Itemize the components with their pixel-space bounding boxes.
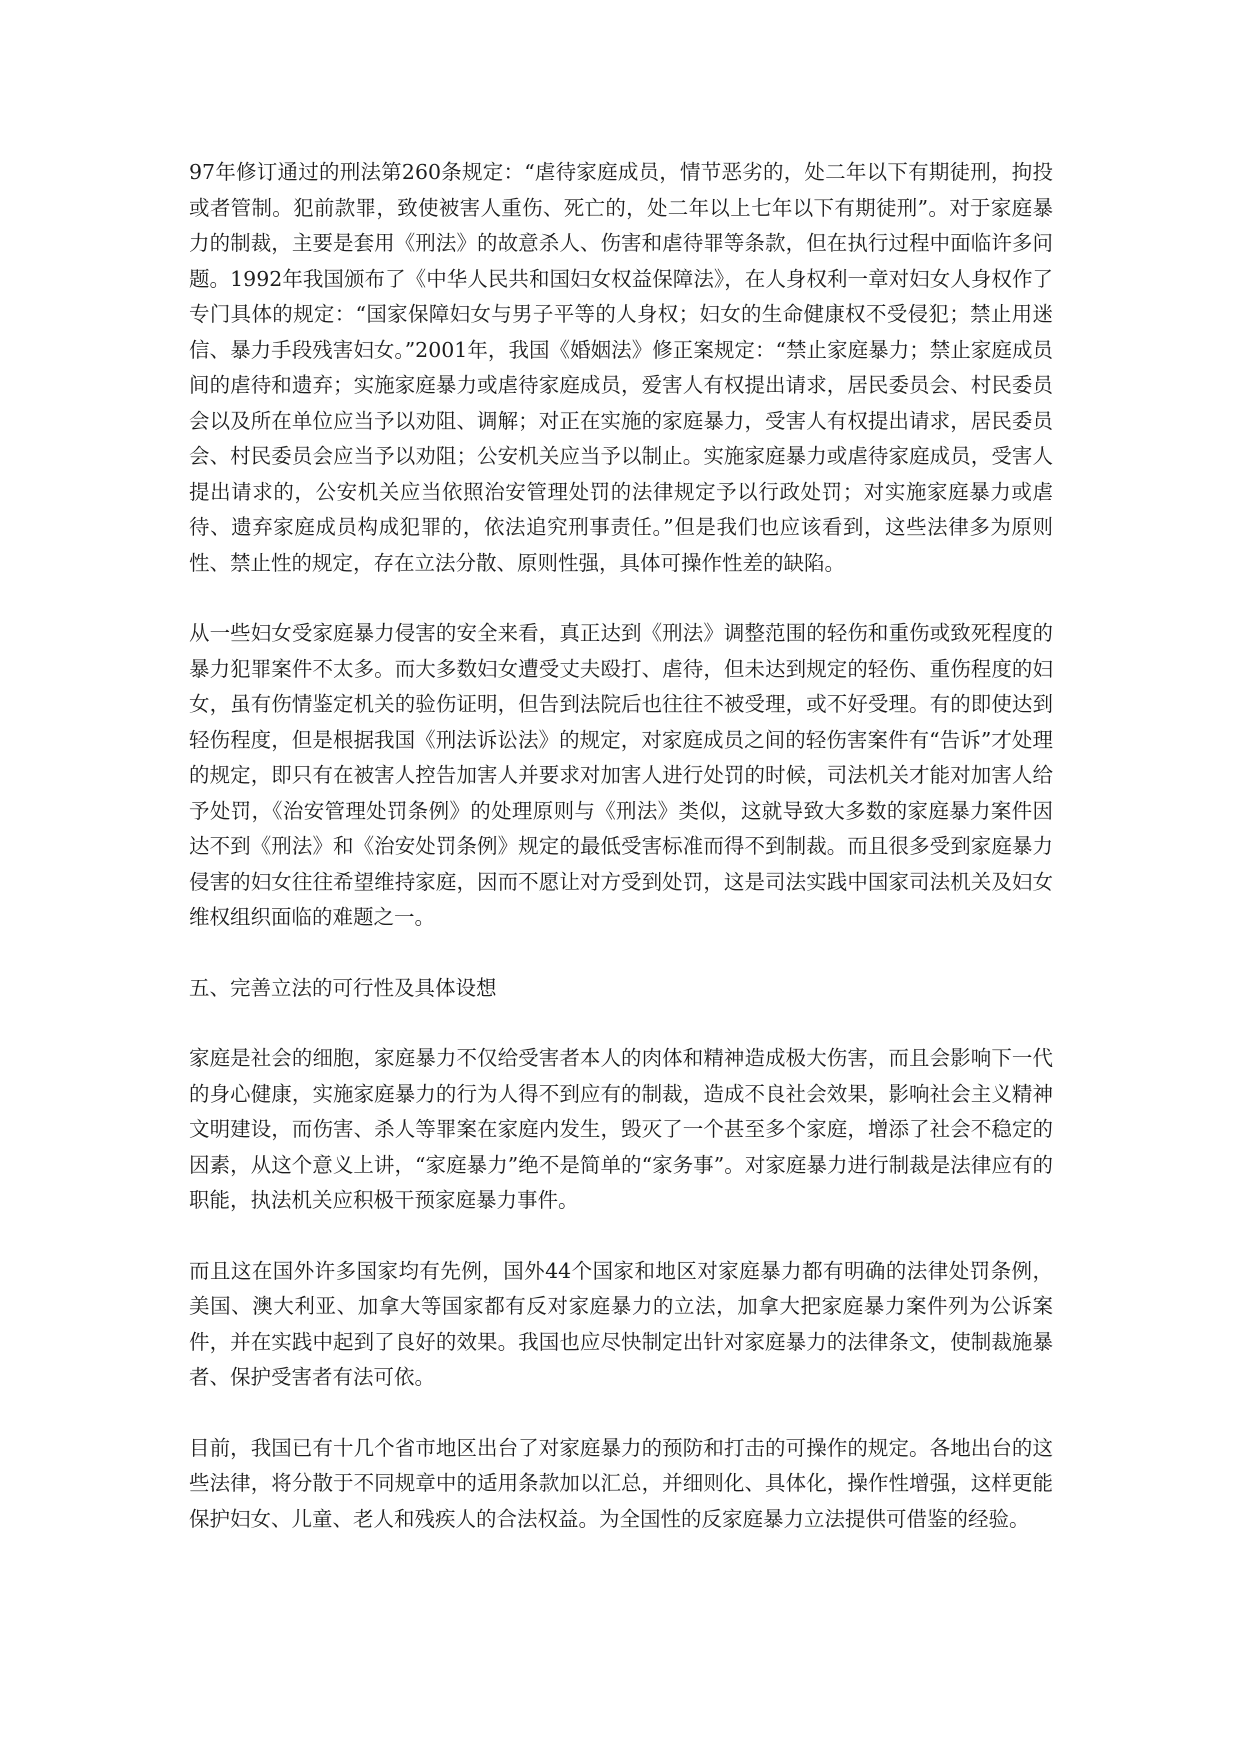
paragraph-criminal-law: 97年修订通过的刑法第260条规定：“虐待家庭成员，情节恶劣的，处二年以下有期徒刑，拘投或者管制。犯前款罪，致使被害人重伤、死亡的，处二年以上七年以下有期徒刑”。对于家庭暴力的制裁，主要是套用《刑法》的故意杀人、伤害和虐待罪等条款，但在执行过程中面临许多问题。1992年我国颁布了《中华人民共和国妇女权益保障法》，在人身权利一章对妇女人身权作了专门具体的规定：“国家保障妇女与男子平等的人身权；妇女的生命健康权不受侵犯；禁止用迷信、暴力手段残害妇女。”2001年，我国《婚姻法》修正案规定：“禁止家庭暴力；禁止家庭成员间的虐待和遗弃；实施家庭暴力或虐待家庭成员，爱害人有权提出请求，居民委员会、村民委员会以及所在单位应当予以劝阻、调解；对正在实施的家庭暴力，受害人有权提出请求，居民委员会、村民委员会应当予以劝阻；公安机关应当予以制止。实施家庭暴力或虐待家庭成员，受害人提出请求的，公安机关应当依照治安管理处罚的法律规定予以行政处罚；对实施家庭暴力或虐待、遗弃家庭成员构成犯罪的，依法追究刑事责任。”但是我们也应该看到，这些法律多为原则性、禁止性的规定，存在立法分散、原则性强，具体可操作性差的缺陷。: [189, 160, 1053, 575]
paragraph-family-cell: 家庭是社会的细胞，家庭暴力不仅给受害者本人的肉体和精神造成极大伤害，而且会影响下一代的身心健康，实施家庭暴力的行为人得不到应有的制裁，造成不良社会效果，影响社会主义精神文明建设，而伤害、杀人等罪案在家庭内发生，毁灭了一个甚至多个家庭，增添了社会不稳定的因素，从这个意义上讲，“家庭暴力”绝不是简单的“家务事”。对家庭暴力进行制裁是法律应有的职能，执法机关应积极干预家庭暴力事件。: [189, 1046, 1053, 1212]
document-body: [189, 155, 1053, 1572]
paragraph-local-regulations: 目前，我国已有十几个省市地区出台了对家庭暴力的预防和打击的可操作的规定。各地出台的这些法律，将分散于不同规章中的适用条款加以汇总，并细则化、具体化，操作性增强，这样更能保护妇女、儿童、老人和残疾人的合法权益。为全国性的反家庭暴力立法提供可借鉴的经验。: [189, 1435, 1053, 1531]
paragraph-foreign-precedent: 而且这在国外许多国家均有先例，国外44个国家和地区对家庭暴力都有明确的法律处罚条例，美国、澳大利亚、加拿大等国家都有反对家庭暴力的立法，加拿大把家庭暴力案件列为公诉案件，并在实践中起到了良好的效果。我国也应尽快制定出针对家庭暴力的法律条文，使制裁施暴者、保护受害者有法可依。: [189, 1258, 1053, 1389]
paragraph-judicial-practice: 从一些妇女受家庭暴力侵害的安全来看，真正达到《刑法》调整范围的轻伤和重伤或致死程度的暴力犯罪案件不太多。而大多数妇女遭受丈夫殴打、虐待，但未达到规定的轻伤、重伤程度的妇女，虽有伤情鉴定机关的验伤证明，但告到法院后也往往不被受理，或不好受理。有的即使达到轻伤程度，但是根据我国《刑法诉讼法》的规定，对家庭成员之间的轻伤害案件有“告诉”才处理的规定，即只有在被害人控告加害人并要求对加害人进行处罚的时候，司法机关才能对加害人给予处罚，《治安管理处罚条例》的处理原则与《刑法》类似，这就导致大多数的家庭暴力案件因达不到《刑法》和《治安处罚条例》规定的最低受害标准而得不到制裁。而且很多受到家庭暴力侵害的妇女往往希望维持家庭，因而不愿让对方受到处罚，这是司法实践中国家司法机关及妇女维权组织面临的难题之一。: [189, 621, 1053, 929]
section-heading: 五、完善立法的可行性及具体设想: [189, 975, 497, 1000]
